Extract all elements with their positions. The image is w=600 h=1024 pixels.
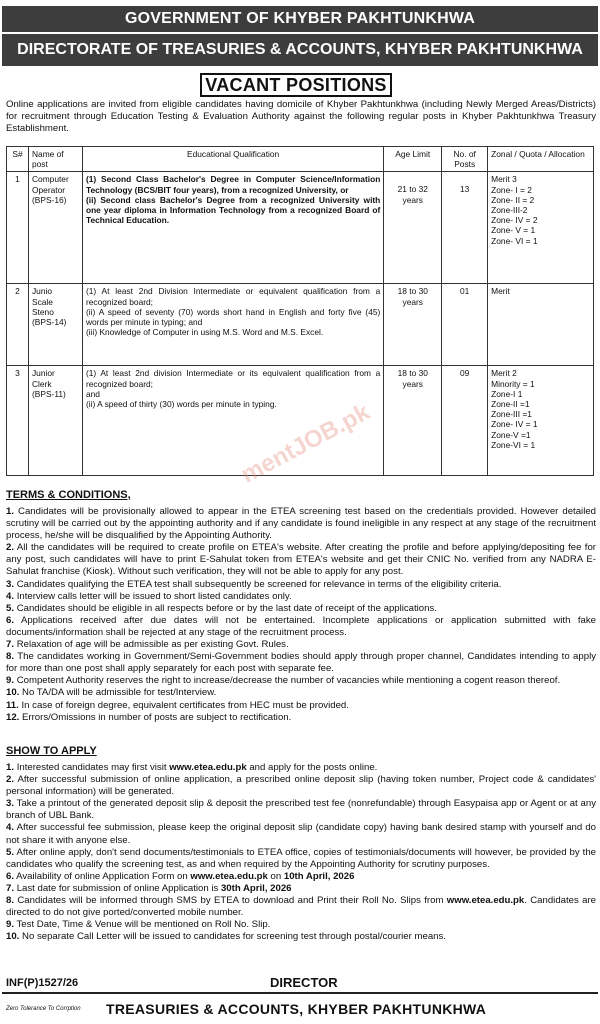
allocation-line: Zone-V =1 bbox=[491, 429, 531, 440]
post-line: Steno bbox=[31, 306, 54, 317]
list-item: 8. The candidates working in Government/Semi-Government bodies should apply through proper channel, Candidates intending to apply for more than one post shall apply separately for each post with separate fee. bbox=[6, 651, 596, 675]
qualification-line: (1) At least 2nd division Intermediate or its equivalent qualification from a recognized board; bbox=[85, 368, 381, 389]
qualification-line: (iii) Knowledge of Computer in using M.S. Word and M.S. Excel. bbox=[85, 327, 324, 338]
government-header: GOVERNMENT OF KHYBER PAKHTUNKHWA bbox=[2, 6, 598, 32]
list-item: 11. In case of foreign degree, equivalent certificates from HEC must be provided. bbox=[6, 699, 349, 711]
allocation-line: Merit 2 bbox=[491, 368, 517, 379]
qualification-line: and bbox=[85, 388, 100, 399]
post-line: (BPS-14) bbox=[31, 317, 67, 328]
allocation-line: Zone-III =1 bbox=[491, 409, 532, 420]
qualification-line: (ii) A speed of thirty (30) words per minute in typing. bbox=[85, 399, 277, 410]
row-post bbox=[28, 284, 82, 366]
post-line: Operator bbox=[31, 184, 66, 195]
table-row bbox=[7, 284, 594, 366]
row-posts: 13 bbox=[442, 172, 488, 284]
header-qualification: Educational Qualification bbox=[82, 147, 383, 172]
directorate-header: DIRECTORATE OF TREASURIES & ACCOUNTS, KHYBER PAKHTUNKHWA bbox=[2, 34, 598, 66]
row-qualification bbox=[82, 172, 383, 284]
post-line: (BPS-11) bbox=[31, 388, 66, 399]
allocation-line: Merit bbox=[491, 286, 510, 297]
list-item: 4. After successful fee submission, please keep the original deposit slip (candidate copy) having bank desired stamp with yourself and do not share it with anyone else. bbox=[6, 822, 596, 846]
allocation-line: Zone- IV = 1 bbox=[491, 419, 538, 430]
list-item: 2. After successful submission of online application, a prescribed online deposit slip (having token number, Project code & candidates' personal information) will be generated. bbox=[6, 774, 596, 798]
positions-table bbox=[6, 146, 594, 476]
list-item: 7. Relaxation of age will be admissible as per existing Govt. Rules. bbox=[6, 639, 289, 651]
allocation-line: Zone-II =1 bbox=[491, 399, 530, 410]
list-item: 9. Test Date, Time & Venue will be mentioned on Roll No. Slip. bbox=[6, 919, 271, 931]
row-posts: 01 bbox=[442, 284, 488, 366]
how-to-apply-heading: SHOW TO APPLY bbox=[6, 745, 97, 757]
list-item: 4. Interview calls letter will be issued to short listed candidates only. bbox=[6, 590, 292, 602]
post-line: Clerk bbox=[31, 378, 52, 389]
list-item: 5. After online apply, don't send documents/testimonials to ETEA office, copies of testimonials/documents will however, be provided by the candidates who qualify the screening test, as and when required by the Appointing Authority for scrutiny purposes. bbox=[6, 846, 596, 870]
list-item: 2. All the candidates will be required to create profile on ETEA's website. After creating the profile and before applying/depositing fee for any post, such candidates will have to print E-Sahulat token from ETEA's website and get their CNIC No. verified from any NADRA E-Sahulat franchise (Kiosk). Without such verification, they will not be able to apply for any post. bbox=[6, 542, 596, 578]
row-allocation bbox=[488, 366, 594, 476]
watermark: mentJOB.pk bbox=[236, 398, 375, 489]
list-item: 10. No separate Call Letter will be issued to candidates for screening test through postal/courier means. bbox=[6, 931, 446, 943]
post-line: Computer bbox=[31, 174, 69, 185]
row-allocation bbox=[488, 284, 594, 366]
post-line: Junior bbox=[31, 368, 55, 379]
row-post bbox=[28, 172, 82, 284]
allocation-line: Zone- I = 2 bbox=[491, 184, 532, 195]
list-item: 3. Take a printout of the generated deposit slip & deposit the prescribed test fee (nonrefundable) through Easypaisa app or Agent or at any branch of UBL Bank. bbox=[6, 798, 597, 822]
qualification-line: (ii) Second class Bachelor's Degree from a recognized University with one year diploma in Information Technology from a recognized Board of Technical Education. bbox=[85, 194, 381, 226]
header-age: Age Limit bbox=[384, 147, 442, 172]
list-item: 6. Availability of online Application Form on www.etea.edu.pk on 10th April, 2026 bbox=[6, 870, 355, 882]
header-sno: S# bbox=[7, 147, 29, 172]
qualification-line: (1) At least 2nd Division Intermediate or equivalent qualification from a recognized board; bbox=[85, 286, 381, 307]
list-item: 6. Applications received after due dates will not be entertained. Incomplete applications or application submitted with fake documents/information shall be rejected at any stage of the recruitment process. bbox=[6, 614, 597, 638]
header-post: Name of post bbox=[28, 147, 82, 172]
zero-tolerance-slogan: Zero Tolerance To Corrption bbox=[6, 1006, 81, 1012]
terms-list bbox=[6, 506, 596, 724]
post-line: (BPS-16) bbox=[31, 194, 67, 205]
row-post bbox=[28, 366, 82, 476]
post-line: Scale bbox=[31, 296, 53, 307]
row-sno: 1 bbox=[7, 172, 29, 284]
reference-number: INF(P)1527/26 bbox=[6, 977, 79, 989]
intro-paragraph: Online applications are invited from eligible candidates having domicile of Khyber Pakhtunkhwa (including Newly Merged Areas/Districts) for recruitment through Education Testing & Evaluation Authority against the following regular posts in Khyber Pakhtunkhwa Treasury Establishment. bbox=[6, 99, 596, 135]
allocation-line: Zone- VI = 1 bbox=[491, 235, 538, 246]
list-item: 12. Errors/Omissions in number of posts are subject to rectification. bbox=[6, 711, 292, 723]
row-age: 21 to 32 years bbox=[384, 172, 442, 284]
list-item: 3. Candidates qualifying the ETEA test shall subsequently be screened for relevance in terms of the eligibility criteria. bbox=[6, 578, 502, 590]
table-row bbox=[7, 172, 594, 284]
list-item: 5. Candidates should be eligible in all respects before or by the last date of receipt of the applications. bbox=[6, 602, 437, 614]
how-to-apply-list bbox=[6, 762, 596, 943]
last-date: 30th April, 2026 bbox=[220, 882, 292, 894]
director-title: DIRECTOR bbox=[270, 975, 338, 990]
row-sno: 3 bbox=[7, 366, 29, 476]
row-qualification bbox=[82, 284, 383, 366]
terms-heading: TERMS & CONDITIONS, bbox=[6, 489, 131, 501]
footer-bar bbox=[6, 993, 594, 1021]
list-item: 10. No TA/DA will be admissible for test/Interview. bbox=[6, 687, 217, 699]
allocation-line: Zone-VI = 1 bbox=[491, 439, 536, 450]
qualification-line: (ii) A speed of seventy (70) words short hand in English and forty five (45) words per minute in typing; and bbox=[85, 306, 381, 328]
list-item: 1. Candidates will be provisionally allowed to appear in the ETEA screening test based on the credentials provided. However detailed scrutiny will be carried out by the appointing authority and if any candidate is found ineligible in any respect at any stage of the recruitment process, he/she will be disqualified by the Appointing Authority. bbox=[6, 506, 596, 542]
list-item: 1. Interested candidates may first visit www.etea.edu.pk and apply for the posts online. bbox=[6, 762, 378, 773]
website-link[interactable]: www.etea.edu.pk bbox=[446, 895, 525, 907]
qualification-line: (1) Second Class Bachelor's Degree in Computer Science/Information Technology (BCS/BIT four years), from a recognized University, or bbox=[85, 174, 381, 195]
table-row bbox=[7, 366, 594, 476]
list-item: 9. Competent Authority reserves the right to increase/decrease the number of vacancies while mentioning a cogent reason thereof. bbox=[6, 675, 561, 687]
vacant-positions-title: VACANT POSITIONS bbox=[200, 73, 392, 97]
header-allocation: Zonal / Quota / Allocation bbox=[488, 147, 594, 172]
list-item: 8. Candidates will be informed through SMS by ETEA to download and Print their Roll No. Slips from www.etea.edu.pk. Candidates are directed to do not give ported/converted mobile number. bbox=[6, 895, 596, 919]
allocation-line: Zone- IV = 2 bbox=[491, 215, 538, 226]
row-age: 18 to 30 years bbox=[384, 366, 442, 476]
row-age: 18 to 30 years bbox=[384, 284, 442, 366]
website-link[interactable]: www.etea.edu.pk bbox=[190, 870, 268, 882]
row-qualification bbox=[82, 366, 383, 476]
row-allocation bbox=[488, 172, 594, 284]
row-posts: 09 bbox=[442, 366, 488, 476]
post-line: Junio bbox=[31, 286, 53, 297]
row-sno: 2 bbox=[7, 284, 29, 366]
header-posts: No. of Posts bbox=[442, 147, 488, 172]
allocation-line: Zone-III-2 bbox=[491, 205, 528, 216]
allocation-line: Zone- V = 1 bbox=[491, 225, 536, 236]
list-item: 7. Last date for submission of online Application is 30th April, 2026 bbox=[6, 882, 292, 894]
allocation-line: Minority = 1 bbox=[491, 378, 535, 389]
allocation-line: Zone-I 1 bbox=[491, 388, 523, 399]
availability-date: 10th April, 2026 bbox=[283, 870, 355, 882]
allocation-line: Merit 3 bbox=[491, 174, 517, 185]
allocation-line: Zone- II = 2 bbox=[491, 194, 535, 205]
website-link[interactable]: www.etea.edu.pk bbox=[169, 762, 247, 773]
footer-organization: TREASURIES & ACCOUNTS, KHYBER PAKHTUNKHWA bbox=[106, 1001, 487, 1017]
table-header-row bbox=[7, 147, 594, 172]
